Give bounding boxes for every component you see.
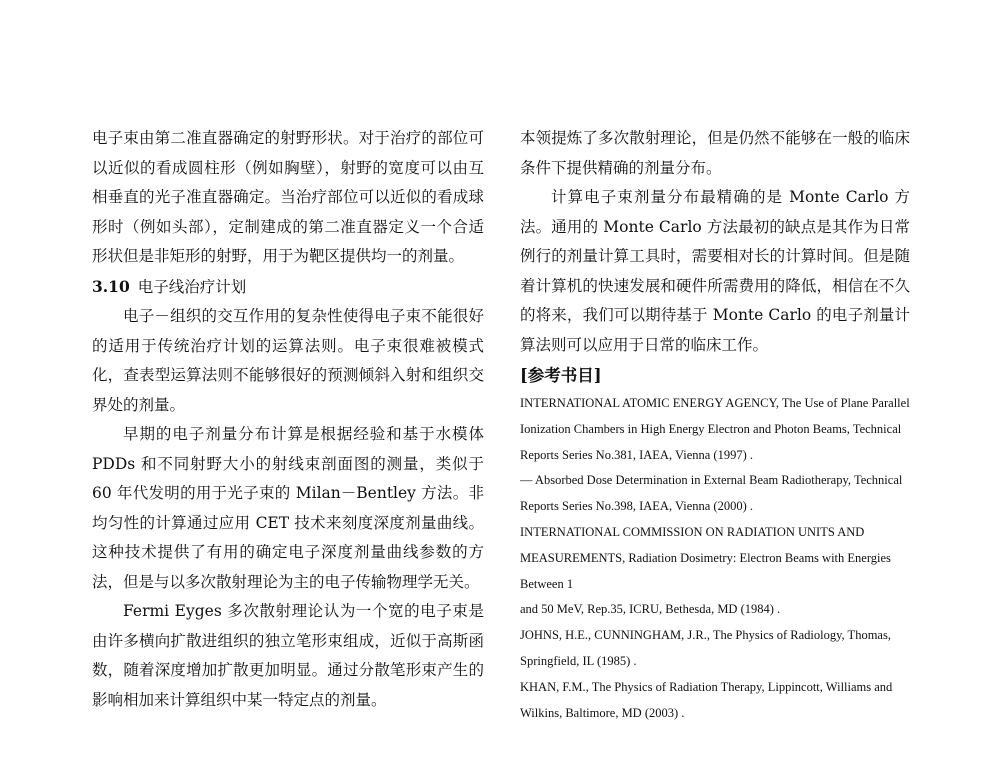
section-title: 电子线治疗计划 — [137, 277, 247, 296]
left-column — [92, 124, 484, 715]
reference-item: Ionization Chambers in High Energy Electron and Photon Beams, Technical Reports Series No.381, IAEA, Vienna (1997) . — [520, 421, 902, 462]
references-list — [520, 391, 910, 726]
paragraph-fermi-eyges: Fermi Eyges 多次散射理论认为一个宽的电子束是由许多横向扩散进组织的独立笔形束组成，近似于高斯函数，随着深度增加扩散更加明显。通过分散笔形束产生的影响相加来计算组织中某一特定点的剂量。 — [92, 602, 484, 709]
reference-item: KHAN, F.M., The Physics of Radiation Therapy, Lippincott, Williams and Wilkins, Baltimore, MD (2003) . — [520, 679, 893, 720]
reference-item: and 50 MeV, Rep.35, ICRU, Bethesda, MD (1984) . — [520, 602, 781, 617]
reference-item: — Absorbed Dose Determination in External Beam Radiotherapy, Technical Reports Series No.398, IAEA, Vienna (2000) . — [520, 473, 903, 514]
reference-item: INTERNATIONAL ATOMIC ENERGY AGENCY, The Use of Plane Parallel — [520, 396, 910, 410]
section-heading — [92, 272, 484, 303]
reference-item: JOHNS, H.E., CUNNINGHAM, J.R., The Physics of Radiology, Thomas, Springfield, IL (1985) . — [520, 628, 891, 668]
paragraph-monte-carlo: 计算电子束剂量分布最精确的是 Monte Carlo 方法。通用的 Monte Carlo 方法最初的缺点是其作为日常例行的剂量计算工具时，需要相对长的计算时间。但是随着计算机的快速发展和硬件所需费用的降低，相信在不久的将来，我们可以期待基于 Monte Carlo 的电子剂量计算法则可以应用于日常的临床工作。 — [520, 188, 910, 354]
reference-item: INTERNATIONAL COMMISSION ON RADIATION UNITS AND MEASUREMENTS, Radiation Dosimetry: Electron Beams with Energies Between 1 — [520, 524, 891, 591]
paragraph-collimator: 电子束由第二准直器确定的射野形状。对于治疗的部位可以近似的看成圆柱形（例如胸壁），射野的宽度可以由互相垂直的光子准直器确定。当治疗部位可以近似的看成球形时（例如头部），定制建成的第二准直器定义一个合适形状但是非矩形的射野，用于为靶区提供均一的剂量。 — [92, 129, 484, 265]
paragraph-early-calculation: 早期的电子剂量分布计算是根据经验和基于水模体 PDDs 和不同射野大小的射线束剖面图的测量，类似于 60 年代发明的用于光子束的 Milan－Bentley 方法。非均匀性的计算通过应用 CET 技术来刻度深度剂量曲线。这种技术提供了有用的确定电子深度剂量曲线参数的方法，但是与以多次散射理论为主的电子传输物理学无关。 — [92, 425, 484, 591]
paragraph-continuation: 本领提炼了多次散射理论，但是仍然不能够在一般的临床条件下提供精确的剂量分布。 — [520, 129, 910, 177]
section-number: 3.10 — [92, 276, 130, 296]
right-column — [520, 124, 910, 726]
references-heading: [参考书目] — [520, 366, 602, 385]
paragraph-electron-tissue: 电子－组织的交互作用的复杂性使得电子束不能很好的适用于传统治疗计划的运算法则。电子束很难被模式化，查表型运算法则不能够很好的预测倾斜入射和组织交界处的剂量。 — [92, 307, 484, 414]
